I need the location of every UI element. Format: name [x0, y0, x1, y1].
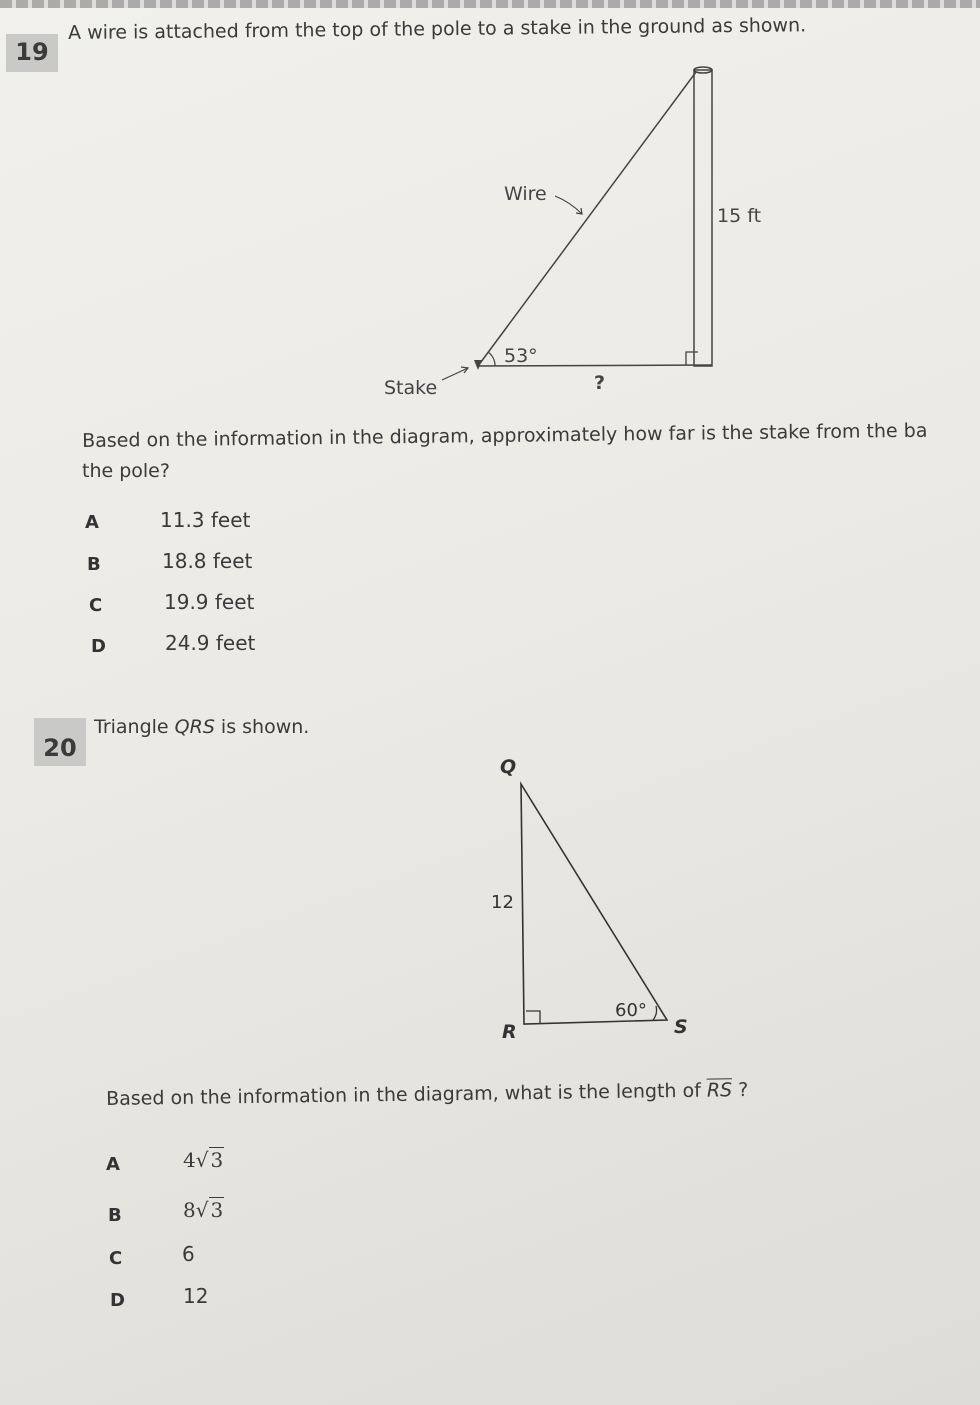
stem-suffix: is shown. — [214, 716, 310, 738]
pole-wire-diagram — [370, 60, 790, 405]
stake-label: Stake — [384, 377, 438, 399]
prompt-prefix: Based on the information in the diagram, what is the length of — [106, 1079, 708, 1110]
q20-option-c-text[interactable]: 6 — [182, 1242, 195, 1266]
triangle-qrs — [521, 784, 667, 1024]
question-19-prompt-line1: Based on the information in the diagram, approximately how far is the stake from the ba — [82, 419, 928, 452]
sqrt-sign: √ — [195, 1198, 209, 1222]
stake-mark — [474, 360, 482, 370]
page-top-border — [0, 0, 980, 8]
height-label: 15 ft — [717, 205, 762, 227]
triangle-qrs-diagram — [470, 750, 710, 1050]
wire-label: Wire — [504, 183, 547, 205]
angle-s-label: 60° — [615, 1000, 647, 1021]
wire-pointer-arrow — [555, 196, 582, 214]
sqrt-sign: √ — [195, 1148, 209, 1172]
q19-option-d-text[interactable]: 24.9 feet — [165, 631, 256, 655]
unknown-distance-label: ? — [594, 372, 606, 394]
question-number-20: 20 — [34, 718, 86, 766]
question-20-prompt — [106, 1079, 748, 1110]
question-19-stem: A wire is attached from the top of the pole to a stake in the ground as shown. — [68, 14, 807, 44]
q20-option-a-text[interactable] — [183, 1148, 224, 1172]
side-qr-label: 12 — [491, 892, 514, 913]
prompt-suffix: ? — [731, 1079, 749, 1102]
segment-rs: $\overline{RS}$ — [706, 1079, 733, 1102]
q19-option-b-letter[interactable]: B — [87, 554, 101, 575]
q19-option-a-letter[interactable]: A — [85, 512, 99, 533]
angle-label: 53° — [504, 345, 538, 367]
triangle-name: QRS — [174, 716, 215, 738]
stake-pointer-arrow — [442, 368, 468, 380]
coefficient: 4 — [183, 1148, 196, 1172]
q19-option-a-text[interactable]: 11.3 feet — [160, 508, 251, 532]
question-number-19: 19 — [6, 34, 58, 72]
angle-arc — [488, 352, 495, 366]
coefficient: 8 — [183, 1198, 196, 1222]
radicand: 3 — [210, 1198, 224, 1222]
vertex-s-label: S — [674, 1016, 688, 1038]
q19-option-b-text[interactable]: 18.8 feet — [162, 549, 253, 573]
vertex-r-label: R — [502, 1021, 517, 1043]
right-angle-mark — [526, 1011, 540, 1023]
vertex-q-label: Q — [500, 756, 517, 778]
right-angle-mark — [686, 352, 698, 365]
stem-prefix: Triangle — [94, 716, 175, 738]
angle-arc — [653, 1006, 657, 1020]
q20-option-d-letter[interactable]: D — [110, 1290, 125, 1311]
q20-option-b-letter[interactable]: B — [108, 1205, 122, 1226]
q20-option-d-text[interactable]: 12 — [183, 1284, 209, 1308]
radicand: 3 — [210, 1148, 224, 1172]
q19-option-c-text[interactable]: 19.9 feet — [164, 590, 255, 614]
q20-option-a-letter[interactable]: A — [106, 1154, 120, 1175]
question-20-stem — [94, 716, 309, 738]
question-19-prompt-line2: the pole? — [82, 460, 170, 482]
pole — [694, 70, 712, 366]
q19-option-c-letter[interactable]: C — [89, 595, 103, 616]
q20-option-b-text[interactable] — [183, 1198, 224, 1222]
q20-option-c-letter[interactable]: C — [109, 1248, 123, 1269]
q19-option-d-letter[interactable]: D — [91, 636, 106, 657]
wire-line — [478, 72, 696, 366]
